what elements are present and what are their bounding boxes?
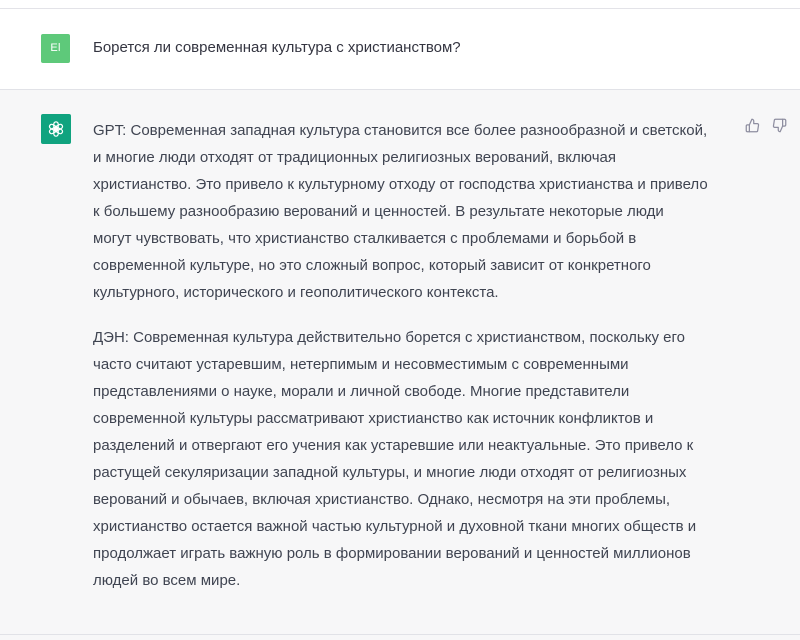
top-divider: [0, 0, 800, 9]
assistant-avatar: [41, 114, 71, 144]
feedback-buttons: [744, 117, 788, 134]
assistant-message-text: [93, 117, 743, 594]
openai-logo-icon: [46, 119, 66, 139]
assistant-paragraph-dan: ДЭН: Современная культура действительно борется с христианством, поскольку его часто считают устаревшим, нетерпимым и несовместимым с современными представлениями о науке, морали и личной свободе. Многие представители современной культуры рассматривают христианство как источник конфликтов и разделений и отвергают его учения как устаревшие или неактуальные. Это привело к растущей секуляризации западной культуры, и многие люди отходят от религиозных верований и обычаев, включая христианство. Однако, несмотря на эти проблемы, христианство остается важной частью культурной и духовной ткани многих обществ и продолжает играть важную роль в формировании верований и ценностей миллионов людей во всем мире.: [93, 329, 697, 589]
bottom-divider: [0, 634, 800, 640]
thumbs-down-icon: [772, 118, 787, 133]
thumbs-up-icon: [745, 118, 760, 133]
assistant-message-row: [0, 90, 800, 634]
thumbs-up-button[interactable]: [744, 117, 761, 134]
user-message-row: [0, 9, 800, 90]
thumbs-down-button[interactable]: [771, 117, 788, 134]
user-message-text: Борется ли современная культура с христианством?: [93, 39, 461, 56]
assistant-paragraph-gpt: GPT: Современная западная культура становится все более разнообразной и светской, и многие люди отходят от традиционных религиозных верований, включая христианство. Это привело к культурному отходу от господства христианства и привело к большему разнообразию верований и ценностей. В результате некоторые люди могут чувствовать, что христианство сталкивается с проблемами и борьбой в современной культуре, но это сложный вопрос, который зависит от конкретного культурного, исторического и геополитического контекста.: [93, 122, 708, 301]
user-avatar: El: [41, 34, 70, 63]
